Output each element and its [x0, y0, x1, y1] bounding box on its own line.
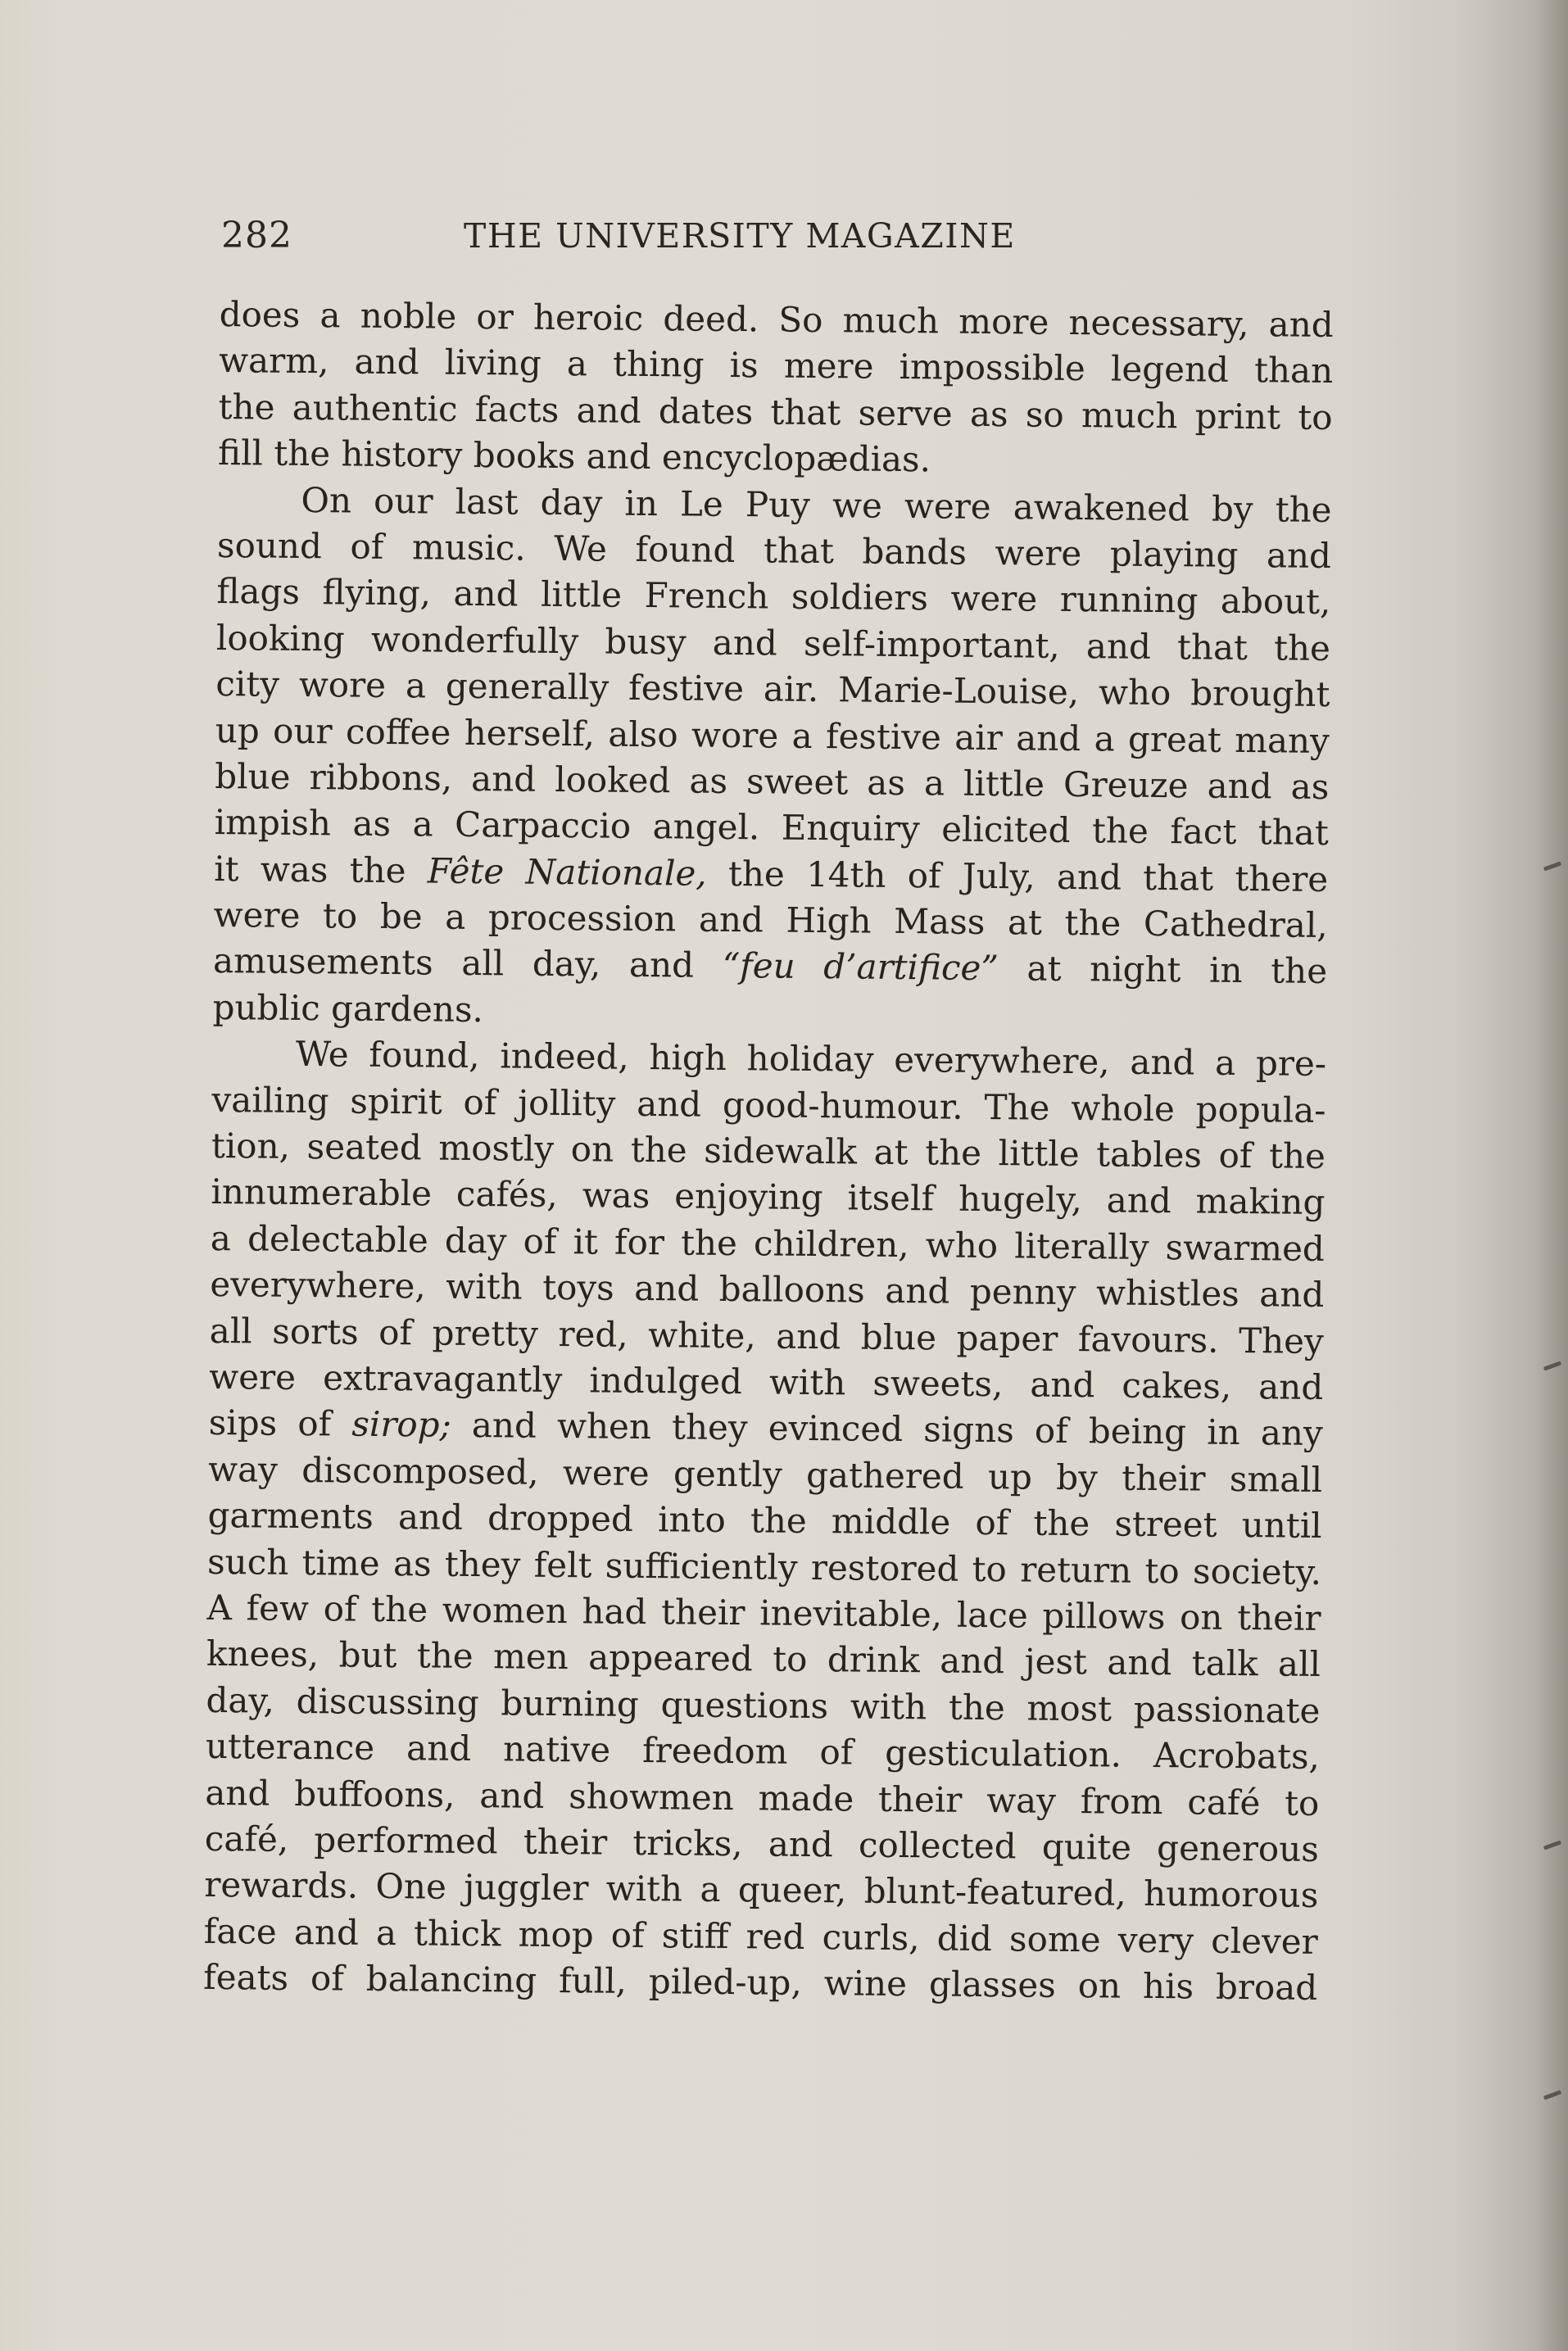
page-number: 282	[221, 215, 292, 256]
text-line: vailing spirit of jollity and good-humour. The whole popula-	[211, 1079, 1326, 1130]
text-line: everywhere, with toys and balloons and penny whistles and	[210, 1264, 1325, 1316]
text-line: On our last day in Le Puy we were awakened by the	[301, 479, 1332, 530]
text-fragment: and when they evinced signs of being in any	[451, 1405, 1323, 1454]
text-line: all sorts of pretty red, white, and blue paper favours. They	[209, 1310, 1324, 1361]
text-line: sound of music. We found that bands were playing and	[216, 524, 1332, 576]
italic-phrase: Fête Nationale,	[427, 850, 707, 894]
text-line: a delectable day of it for the children, who literally swarmed	[210, 1217, 1326, 1269]
text-line: garments and dropped into the middle of the street until	[207, 1495, 1322, 1547]
text-line: looking wonderfully busy and self-important, and that the	[215, 617, 1331, 668]
text-line: utterance and native freedom of gesticulation. Acrobats,	[205, 1726, 1321, 1778]
text-fragment: it was the	[214, 848, 428, 891]
text-line: up our coffee herself, also wore a festive air and a great many	[215, 709, 1330, 761]
text-line: A few of the women had their inevitable, lace pillows on their	[206, 1587, 1321, 1638]
text-line: flags flying, and little French soldiers were running about,	[216, 571, 1331, 623]
italic-phrase: sirop;	[351, 1403, 451, 1446]
text-line: warm, and living a thing is mere impossible legend than	[218, 340, 1334, 392]
text-line: city wore a generally festive air. Marie-Louise, who brought	[215, 664, 1330, 715]
text-line: day, discussing burning questions with the most passionate	[206, 1679, 1321, 1731]
text-line: and buffoons, and showmen made their way from café to	[205, 1772, 1320, 1823]
text-fragment: at night in the	[998, 948, 1328, 992]
text-line: way discomposed, were gently gathered up by their small	[207, 1448, 1323, 1500]
italic-phrase: “feu d’artifice”	[722, 945, 999, 989]
text-line: fill the history books and encyclopædias.	[217, 433, 931, 480]
text-line: were extravagantly indulged with sweets, and cakes, and	[209, 1356, 1324, 1407]
text-fragment: sips of	[208, 1402, 352, 1444]
text-line: innumerable cafés, was enjoying itself hugely, and making	[211, 1171, 1326, 1223]
running-head: THE UNIVERSITY MAGAZINE	[464, 216, 1016, 256]
text-line: were to be a procession and High Mass at the Cathedral,	[213, 895, 1328, 946]
text-line: rewards. One juggler with a queer, blunt-featured, humorous	[204, 1864, 1319, 1916]
text-line: such time as they felt sufficiently restored to return to society.	[206, 1541, 1322, 1592]
page-edge-shadow	[1535, 0, 1568, 2351]
text-fragment: the 14th of July, and that there	[706, 853, 1329, 899]
text-line: feats of balancing full, piled-up, wine glasses on his broad	[203, 1956, 1318, 2009]
body-text	[203, 292, 1334, 2011]
page-header	[221, 215, 1114, 265]
text-line: face and a thick mop of stiff red curls, did some very clever	[203, 1910, 1318, 1962]
text-line: does a noble or heroic deed. So much more necessary, and	[219, 293, 1334, 346]
text-line: blue ribbons, and looked as sweet as a little Greuze and as	[215, 755, 1330, 807]
text-line: café, performed their tricks, and collected quite generous	[204, 1818, 1320, 1869]
text-line: the authentic facts and dates that serve as so much print to	[218, 386, 1333, 437]
text-line: We found, indeed, high holiday everywhere, and a pre-	[295, 1034, 1327, 1085]
text-line: knees, but the men appeared to drink and jest and talk all	[206, 1633, 1321, 1685]
text-line: impish as a Carpaccio angel. Enquiry elicited the fact that	[214, 802, 1329, 854]
text-line: tion, seated mostly on the sidewalk at the little tables of the	[211, 1125, 1326, 1177]
text-fragment: amusements all day, and	[212, 940, 723, 986]
text-line: public gardens.	[212, 986, 484, 1030]
